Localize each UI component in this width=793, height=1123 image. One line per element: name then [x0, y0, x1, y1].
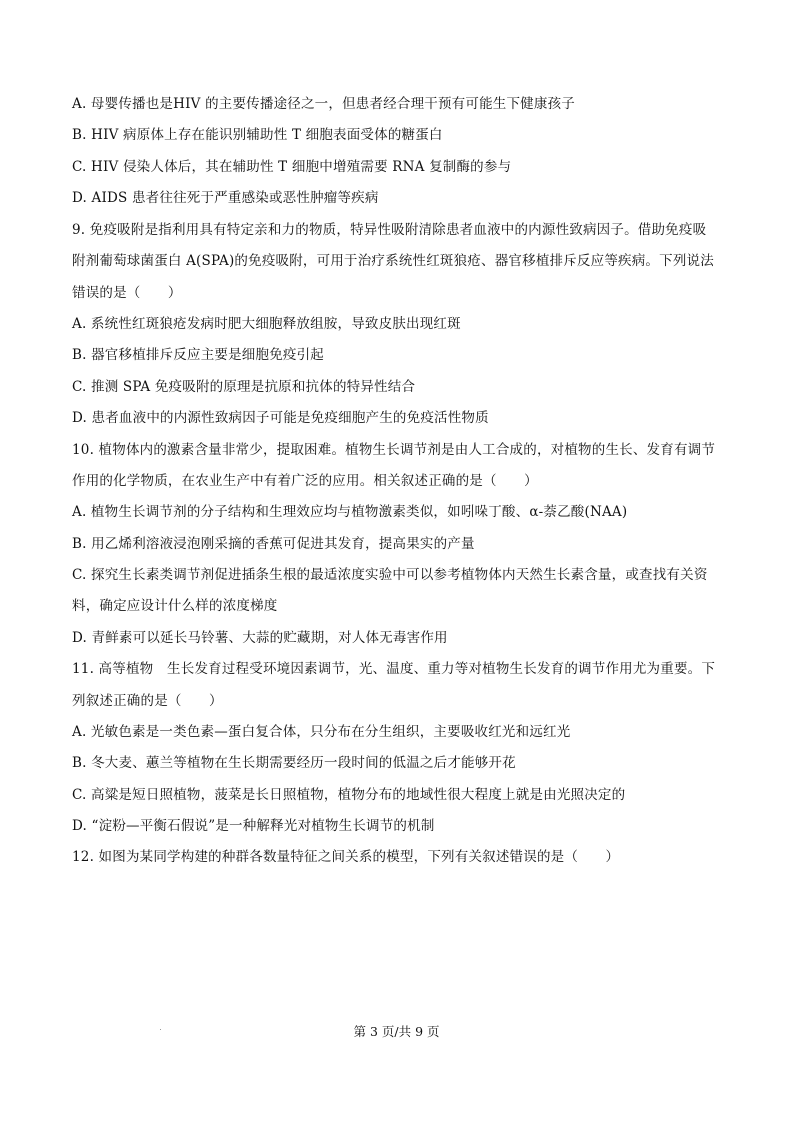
q8-option-a: A. 母婴传播也是HIV 的主要传播途径之一，但患者经合理干预有可能生下健康孩子: [72, 96, 575, 112]
q12-stem: 12. 如图为某同学构建的种群各数量特征之间关系的模型，下列有关叙述错误的是（ ）: [72, 849, 620, 865]
q11-stem-line-2: 列叙述正确的是（ ）: [72, 693, 223, 709]
q9-option-c: C. 推测 SPA 免疫吸附的原理是抗原和抗体的特异性结合: [72, 379, 416, 395]
q10-option-a: A. 植物生长调节剂的分子结构和生理效应均与植物激素类似，如吲哚丁酸、α-萘乙酸(NAA): [72, 504, 628, 520]
q9-stem-line-1: 9. 免疫吸附是指利用具有特定亲和力的物质，特异性吸附清除患者血液中的内源性致病因子。借助免疫吸: [72, 222, 707, 238]
q11-option-c: C. 高粱是短日照植物，菠菜是长日照植物，植物分布的地域性很大程度上就是由光照决定的: [72, 787, 626, 803]
q8-option-b: B. HIV 病原体上存在能识别辅助性 T 细胞表面受体的糖蛋白: [72, 127, 443, 143]
page-number-footer: 第 3 页/共 9 页: [353, 1024, 440, 1039]
q10-stem-line-2: 作用的化学物质，在农业生产中有着广泛的应用。相关叙述正确的是（ ）: [72, 473, 538, 489]
q10-stem-line-1: 10. 植物体内的激素含量非常少，提取困难。植物生长调节剂是由人工合成的，对植物的生长、发育有调节: [72, 442, 716, 458]
q11-option-b: B. 冬大麦、蕙兰等植物在生长期需要经历一段时间的低温之后才能够开花: [72, 755, 516, 771]
q11-stem-line-1: 11. 高等植物 生长发育过程受环境因素调节，光、温度、重力等对植物生长发育的调节作用尤为重要。下: [72, 661, 716, 677]
q11-option-d: D. “淀粉—平衡石假说”是一种解释光对植物生长调节的机制: [72, 818, 435, 834]
q9-option-d: D. 患者血液中的内源性致病因子可能是免疫细胞产生的免疫活性物质: [72, 410, 489, 426]
q8-option-c: C. HIV 侵染人体后，其在辅助性 T 细胞中增殖需要 RNA 复制酶的参与: [72, 159, 512, 175]
q10-option-c-line-2: 料，确定应设计什么样的浓度梯度: [72, 598, 278, 614]
q10-option-c-line-1: C. 探究生长素类调节剂促进插条生根的最适浓度实验中可以参考植物体内天然生长素含量，或查找有关资: [72, 567, 708, 583]
q9-option-a: A. 系统性红斑狼疮发病时肥大细胞释放组胺，导致皮肤出现红斑: [72, 316, 461, 332]
q9-stem-line-2: 附剂葡萄球菌蛋白 A(SPA)的免疫吸附，可用于治疗系统性红斑狼疮、器官移植排斥反应等疾病。下列说法: [72, 253, 714, 269]
q10-option-d: D. 青鲜素可以延长马铃薯、大蒜的贮藏期，对人体无毒害作用: [72, 630, 448, 646]
q8-option-d: D. AIDS 患者往往死于严重感染或恶性肿瘤等疾病: [72, 190, 379, 206]
q10-option-b: B. 用乙烯利溶液浸泡刚采摘的香蕉可促进其发育，提高果实的产量: [72, 536, 475, 552]
q9-option-b: B. 器官移植排斥反应主要是细胞免疫引起: [72, 347, 325, 363]
q9-stem-line-3: 错误的是（ ）: [72, 285, 182, 301]
q11-option-a: A. 光敏色素是一类色素—蛋白复合体，只分布在分生组织，主要吸收红光和远红光: [72, 724, 571, 740]
